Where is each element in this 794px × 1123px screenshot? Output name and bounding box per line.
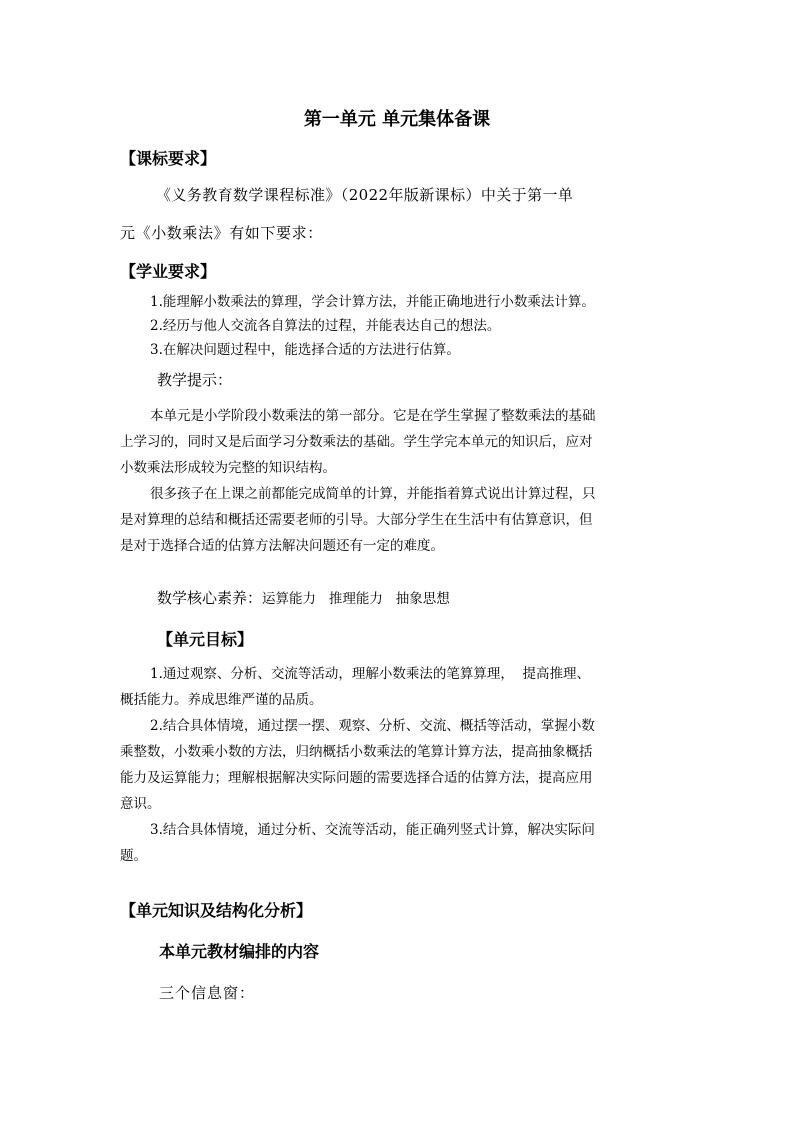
core-literacy-label: 数学核心素养： [157,589,263,607]
unit-goals-line-8: 题。 [120,848,147,864]
core-literacy-values: 运算能力 推理能力 抽象思想 [262,591,450,607]
unit-goals-line-4: 乘整数，小数乘小数的方法，归纳概括小数乘法的笔算计算方法，提高抽象概括 [120,744,593,760]
unit-goals-heading: 【单元目标】 [157,630,254,649]
teaching-tips-p1-line-2: 上学习的，同时又是后面学习分数乘法的基础。学生学完本单元的知识后，应对 [120,434,593,450]
analysis-heading: 【单元知识及结构化分析】 [120,901,313,920]
teaching-tips-p1-line-3: 小数乘法形成较为完整的知识结构。 [120,460,336,476]
unit-goals-line-1: 1.通过观察、分析、交流等活动，理解小数乘法的笔算算理， 提高推理、 [150,666,590,682]
page-title: 第一单元 单元集体备课 [303,109,491,130]
academic-item-1: 1.能理解小数乘法的算理，学会计算方法，并能正确地进行小数乘法计算。 [150,294,595,310]
academic-heading: 【学业要求】 [120,262,217,281]
curriculum-heading: 【课标要求】 [120,149,217,168]
teaching-tips-label: 教学提示： [157,371,233,389]
teaching-tips-p1-line-1: 本单元是小学阶段小数乘法的第一部分。它是在学生掌握了整数乘法的基础 [150,408,596,424]
curriculum-line-1: 《义务教育数学课程标准》（2022年版新课标）中关于第一单 [156,186,574,204]
teaching-tips-p2-line-2: 是对算理的总结和概括还需要老师的引导。大部分学生在生活中有估算意识，但 [120,512,593,528]
unit-goals-line-2: 概括能力。养成思维严谨的品质。 [120,692,323,708]
analysis-subheading: 本单元教材编排的内容 [159,942,320,961]
unit-goals-line-6: 意识。 [120,796,161,812]
teaching-tips-p2-line-1: 很多孩子在上课之前都能完成简单的计算，并能指着算式说出计算过程，只 [150,486,596,502]
core-literacy [157,587,450,608]
unit-goals-line-5: 能力及运算能力；理解根据解决实际问题的需要选择合适的估算方法，提高应用 [120,770,593,786]
curriculum-line-2: 元《小数乘法》有如下要求： [120,224,323,242]
teaching-tips-p2-line-3: 是对于选择合适的估算方法解决问题还有一定的难度。 [120,538,444,554]
academic-item-2: 2.经历与他人交流各自算法的过程，并能表达自己的想法。 [150,318,501,334]
unit-goals-line-3: 2.结合具体情境，通过摆一摆、观察、分析、交流、概括等活动，掌握小数 [150,718,595,734]
info-windows-label: 三个信息窗： [159,984,256,1002]
unit-goals-line-7: 3.结合具体情境，通过分析、交流等活动，能正确列竖式计算，解决实际问 [150,822,595,838]
academic-item-3: 3.在解决问题过程中，能选择合适的方法进行估算。 [150,342,460,358]
